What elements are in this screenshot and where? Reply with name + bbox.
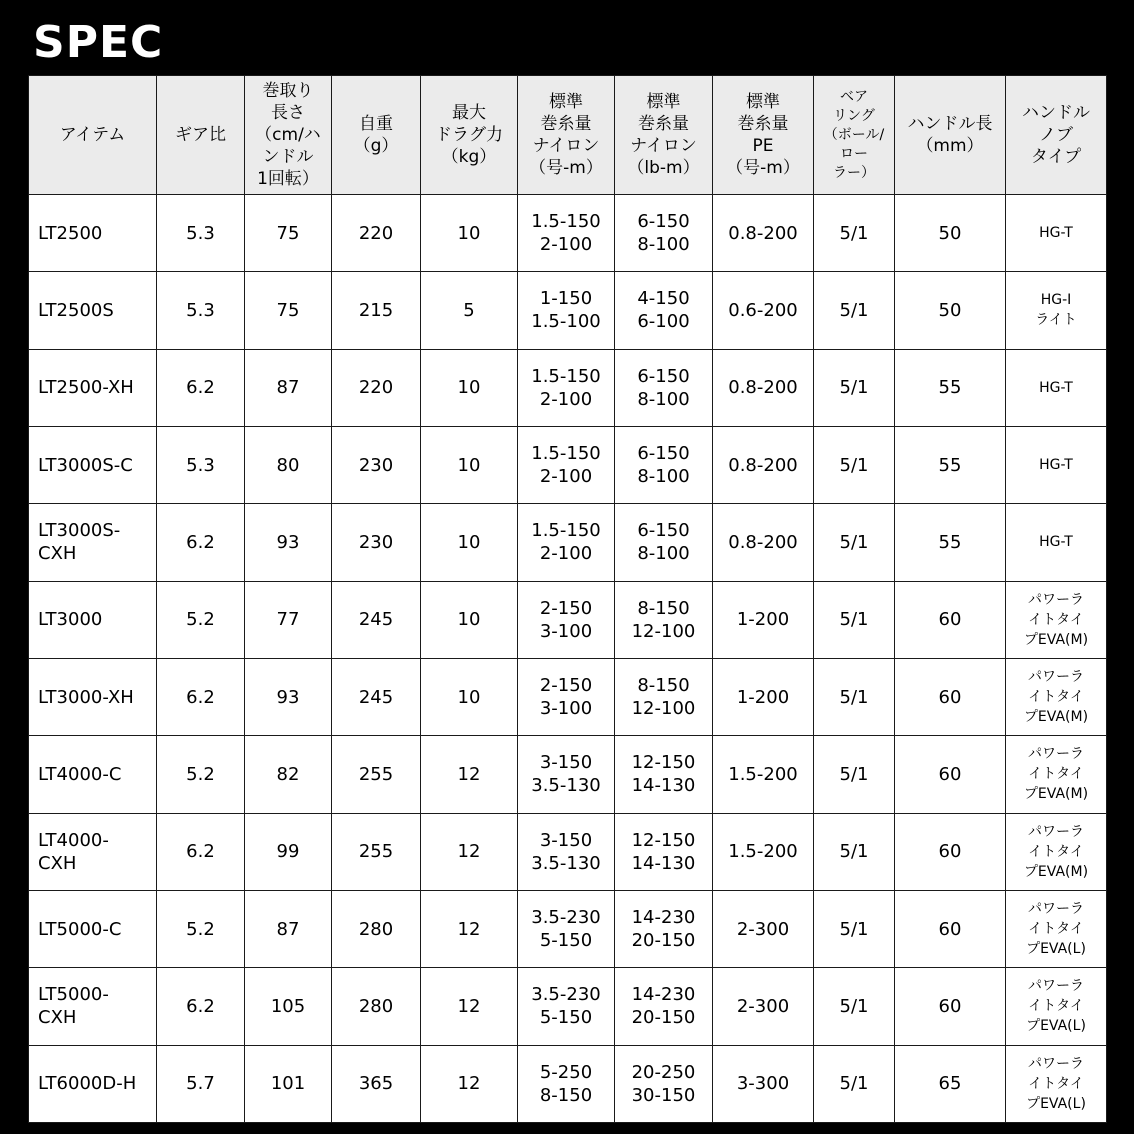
cell-gear-ratio: 5.2 [157,736,245,813]
cell-weight: 245 [332,581,421,658]
cell-pe: 1.5-200 [713,736,814,813]
cell-item: LT3000 [29,581,157,658]
cell-gear-ratio: 6.2 [157,658,245,735]
cell-handle-length: 55 [895,426,1006,503]
cell-max-drag: 12 [421,968,518,1045]
cell-max-drag: 12 [421,813,518,890]
cell-handle-knob: HG-T [1006,195,1107,272]
cell-nylon-lb: 8-150 12-100 [615,581,713,658]
cell-weight: 280 [332,890,421,967]
cell-handle-knob: HG-T [1006,349,1107,426]
cell-gear-ratio: 6.2 [157,813,245,890]
cell-bearing: 5/1 [814,195,895,272]
cell-pe: 0.8-200 [713,504,814,581]
cell-gear-ratio: 6.2 [157,968,245,1045]
cell-pe: 0.6-200 [713,272,814,349]
cell-handle-length: 65 [895,1045,1006,1122]
cell-item: LT3000S- CXH [29,504,157,581]
cell-nylon-lb: 6-150 8-100 [615,504,713,581]
cell-gear-ratio: 5.2 [157,581,245,658]
cell-item: LT4000- CXH [29,813,157,890]
cell-item: LT4000-C [29,736,157,813]
header-weight: 自重 （g） [332,76,421,195]
cell-retrieve-length: 77 [245,581,332,658]
cell-nylon-go: 1.5-150 2-100 [518,349,615,426]
cell-max-drag: 10 [421,426,518,503]
table-row [29,195,1107,272]
cell-max-drag: 10 [421,658,518,735]
cell-nylon-go: 2-150 3-100 [518,658,615,735]
cell-handle-length: 60 [895,890,1006,967]
cell-handle-length: 60 [895,736,1006,813]
table-row [29,581,1107,658]
cell-nylon-go: 1-150 1.5-100 [518,272,615,349]
cell-retrieve-length: 82 [245,736,332,813]
header-bearing: ベア リング （ボール/ ロー ラー） [814,76,895,195]
cell-pe: 3-300 [713,1045,814,1122]
header-handle-knob: ハンドル ノブ タイプ [1006,76,1107,195]
cell-pe: 2-300 [713,890,814,967]
cell-handle-length: 55 [895,504,1006,581]
cell-bearing: 5/1 [814,581,895,658]
cell-handle-length: 60 [895,813,1006,890]
cell-nylon-lb: 8-150 12-100 [615,658,713,735]
cell-bearing: 5/1 [814,890,895,967]
spec-table-header [29,76,1107,195]
cell-nylon-go: 3-150 3.5-130 [518,736,615,813]
table-row [29,890,1107,967]
table-row [29,968,1107,1045]
cell-max-drag: 5 [421,272,518,349]
cell-retrieve-length: 105 [245,968,332,1045]
cell-pe: 0.8-200 [713,426,814,503]
cell-item: LT2500S [29,272,157,349]
cell-nylon-lb: 14-230 20-150 [615,890,713,967]
table-row [29,349,1107,426]
cell-handle-knob: HG-I ライト [1006,272,1107,349]
cell-handle-knob: パワーラ イトタイ プEVA(L) [1006,890,1107,967]
cell-max-drag: 10 [421,504,518,581]
spec-table [28,75,1107,1123]
cell-retrieve-length: 75 [245,272,332,349]
cell-max-drag: 12 [421,890,518,967]
cell-nylon-go: 3.5-230 5-150 [518,968,615,1045]
cell-weight: 365 [332,1045,421,1122]
cell-weight: 245 [332,658,421,735]
cell-pe: 1.5-200 [713,813,814,890]
header-row [29,76,1107,195]
cell-item: LT3000S-C [29,426,157,503]
cell-item: LT6000D-H [29,1045,157,1122]
cell-pe: 0.8-200 [713,195,814,272]
cell-bearing: 5/1 [814,1045,895,1122]
cell-nylon-lb: 12-150 14-130 [615,736,713,813]
cell-handle-knob: パワーラ イトタイ プEVA(L) [1006,1045,1107,1122]
cell-bearing: 5/1 [814,504,895,581]
cell-bearing: 5/1 [814,736,895,813]
header-pe: 標準 巻糸量 PE （号-m） [713,76,814,195]
cell-item: LT2500 [29,195,157,272]
cell-max-drag: 12 [421,1045,518,1122]
cell-nylon-lb: 4-150 6-100 [615,272,713,349]
cell-handle-knob: パワーラ イトタイ プEVA(M) [1006,581,1107,658]
cell-handle-length: 50 [895,272,1006,349]
cell-nylon-lb: 6-150 8-100 [615,195,713,272]
cell-max-drag: 10 [421,349,518,426]
cell-retrieve-length: 93 [245,658,332,735]
cell-max-drag: 10 [421,195,518,272]
cell-bearing: 5/1 [814,272,895,349]
cell-max-drag: 12 [421,736,518,813]
cell-gear-ratio: 6.2 [157,504,245,581]
cell-retrieve-length: 87 [245,349,332,426]
cell-weight: 220 [332,195,421,272]
cell-nylon-go: 3.5-230 5-150 [518,890,615,967]
cell-gear-ratio: 6.2 [157,349,245,426]
cell-weight: 220 [332,349,421,426]
cell-handle-knob: HG-T [1006,426,1107,503]
cell-pe: 2-300 [713,968,814,1045]
header-max-drag: 最大 ドラグ力 （kg） [421,76,518,195]
cell-bearing: 5/1 [814,426,895,503]
cell-nylon-go: 1.5-150 2-100 [518,426,615,503]
cell-item: LT2500-XH [29,349,157,426]
cell-weight: 255 [332,813,421,890]
cell-retrieve-length: 99 [245,813,332,890]
cell-handle-length: 60 [895,968,1006,1045]
cell-nylon-go: 3-150 3.5-130 [518,813,615,890]
table-row [29,426,1107,503]
cell-handle-knob: パワーラ イトタイ プEVA(M) [1006,813,1107,890]
cell-gear-ratio: 5.3 [157,195,245,272]
cell-nylon-lb: 6-150 8-100 [615,426,713,503]
cell-item: LT5000-C [29,890,157,967]
cell-nylon-go: 2-150 3-100 [518,581,615,658]
cell-handle-knob: パワーラ イトタイ プEVA(L) [1006,968,1107,1045]
header-nylon-go: 標準 巻糸量 ナイロン （号-m） [518,76,615,195]
table-row [29,658,1107,735]
cell-max-drag: 10 [421,581,518,658]
header-item: アイテム [29,76,157,195]
spec-table-body [29,195,1107,1123]
cell-handle-knob: パワーラ イトタイ プEVA(M) [1006,658,1107,735]
cell-gear-ratio: 5.3 [157,272,245,349]
header-gear-ratio: ギア比 [157,76,245,195]
cell-pe: 1-200 [713,658,814,735]
cell-retrieve-length: 93 [245,504,332,581]
table-row [29,813,1107,890]
cell-nylon-go: 1.5-150 2-100 [518,195,615,272]
cell-retrieve-length: 75 [245,195,332,272]
table-row [29,736,1107,813]
cell-retrieve-length: 87 [245,890,332,967]
cell-handle-length: 50 [895,195,1006,272]
cell-bearing: 5/1 [814,813,895,890]
header-nylon-lb: 標準 巻糸量 ナイロン （lb-m） [615,76,713,195]
cell-weight: 280 [332,968,421,1045]
cell-nylon-lb: 14-230 20-150 [615,968,713,1045]
cell-nylon-lb: 20-250 30-150 [615,1045,713,1122]
cell-handle-length: 60 [895,658,1006,735]
cell-gear-ratio: 5.2 [157,890,245,967]
cell-gear-ratio: 5.7 [157,1045,245,1122]
cell-retrieve-length: 80 [245,426,332,503]
cell-nylon-go: 5-250 8-150 [518,1045,615,1122]
page-title: SPEC [33,17,164,68]
cell-handle-knob: HG-T [1006,504,1107,581]
cell-handle-knob: パワーラ イトタイ プEVA(M) [1006,736,1107,813]
header-retrieve-length: 巻取り 長さ （cm/ハ ンドル 1回転） [245,76,332,195]
cell-item: LT3000-XH [29,658,157,735]
header-handle-length: ハンドル長 （mm） [895,76,1006,195]
cell-pe: 0.8-200 [713,349,814,426]
cell-gear-ratio: 5.3 [157,426,245,503]
table-row [29,504,1107,581]
cell-nylon-lb: 6-150 8-100 [615,349,713,426]
cell-nylon-go: 1.5-150 2-100 [518,504,615,581]
cell-nylon-lb: 12-150 14-130 [615,813,713,890]
cell-bearing: 5/1 [814,968,895,1045]
cell-bearing: 5/1 [814,349,895,426]
cell-handle-length: 60 [895,581,1006,658]
cell-pe: 1-200 [713,581,814,658]
table-row [29,1045,1107,1122]
cell-bearing: 5/1 [814,658,895,735]
table-row [29,272,1107,349]
cell-retrieve-length: 101 [245,1045,332,1122]
cell-weight: 215 [332,272,421,349]
cell-handle-length: 55 [895,349,1006,426]
cell-weight: 230 [332,504,421,581]
cell-weight: 255 [332,736,421,813]
cell-item: LT5000- CXH [29,968,157,1045]
cell-weight: 230 [332,426,421,503]
